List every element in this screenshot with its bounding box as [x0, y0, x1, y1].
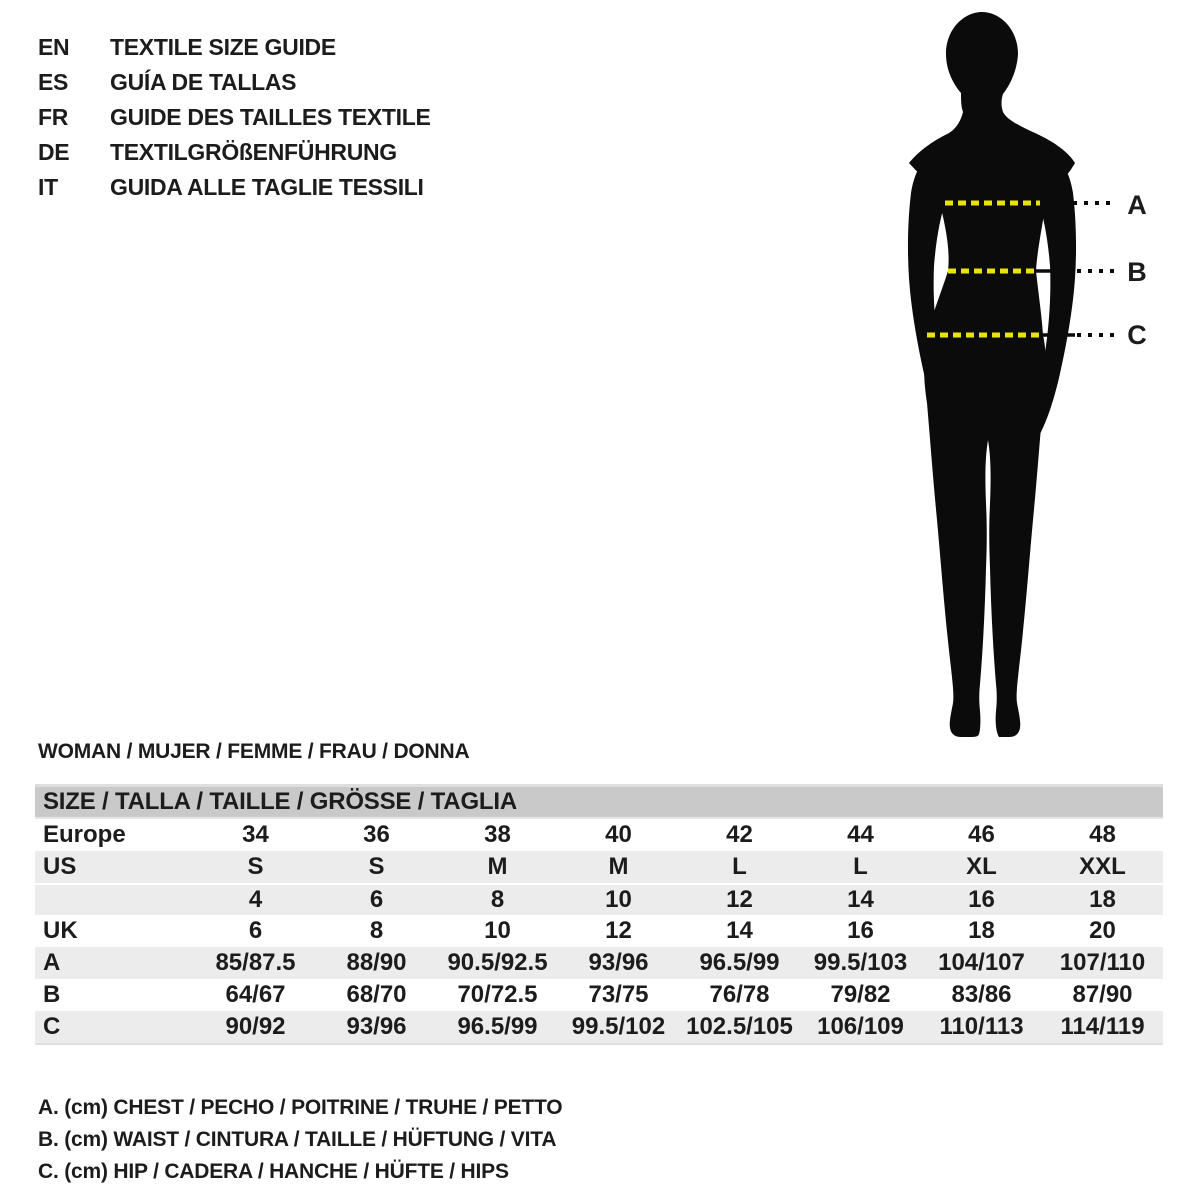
cell: 10	[605, 886, 632, 913]
cell: 96.5/99	[457, 1013, 538, 1040]
cell: 38	[484, 821, 511, 848]
lang-label: TEXTILGRÖßENFÜHRUNG	[110, 139, 397, 165]
table-row-uk	[35, 915, 1163, 947]
row-label: B	[43, 981, 61, 1008]
measure-notes	[38, 1092, 562, 1188]
cell: 102.5/105	[686, 1013, 793, 1040]
cell: 88/90	[346, 949, 407, 976]
lang-code: DE	[38, 139, 70, 165]
lang-code: EN	[38, 34, 70, 60]
cell: 46	[968, 821, 995, 848]
table-row-waist-b	[35, 979, 1163, 1011]
row-label: C	[43, 1013, 61, 1040]
table-row-us-number	[35, 883, 1163, 915]
cell: 44	[847, 821, 874, 848]
cell: 4	[248, 886, 263, 913]
cell: 20	[1089, 917, 1116, 944]
table-row-us-letter	[35, 851, 1163, 883]
cell: 90.5/92.5	[447, 949, 548, 976]
lang-label: TEXTILE SIZE GUIDE	[110, 34, 336, 60]
lang-row-it	[38, 170, 431, 205]
cell: 14	[847, 886, 874, 913]
cell: 90/92	[225, 1013, 286, 1040]
table-row-europe	[35, 819, 1163, 851]
cell: M	[608, 853, 629, 880]
cell: 40	[605, 821, 632, 848]
lang-code: IT	[38, 174, 58, 200]
row-label: Europe	[43, 821, 126, 848]
cell: L	[853, 853, 868, 880]
lang-label: GUÍA DE TALLAS	[110, 69, 297, 95]
cell: 12	[605, 917, 632, 944]
cell: 8	[369, 917, 384, 944]
row-label: A	[43, 949, 61, 976]
cell: 73/75	[588, 981, 649, 1008]
cell: 96.5/99	[699, 949, 780, 976]
cell: 114/119	[1060, 1013, 1145, 1040]
cell: 64/67	[225, 981, 286, 1008]
marker-label-a: A	[1127, 190, 1147, 220]
lang-label: GUIDA ALLE TAGLIE TESSILI	[110, 174, 424, 200]
cell: 18	[968, 917, 995, 944]
cell: 93/96	[588, 949, 649, 976]
cell: 87/90	[1072, 981, 1133, 1008]
cell: S	[368, 853, 385, 880]
woman-silhouette-svg	[895, 8, 1155, 738]
row-label: US	[43, 853, 77, 880]
section-title-woman: WOMAN / MUJER / FEMME / FRAU / DONNA	[38, 740, 470, 763]
lang-row-en	[38, 30, 431, 65]
cell: 42	[726, 821, 753, 848]
cell: 106/109	[817, 1013, 904, 1040]
table-row-chest-a	[35, 947, 1163, 979]
cell: XXL	[1079, 853, 1126, 880]
cell: 12	[726, 886, 753, 913]
cell: 83/86	[951, 981, 1012, 1008]
cell: 36	[363, 821, 390, 848]
cell: M	[487, 853, 508, 880]
cell: 110/113	[939, 1013, 1024, 1040]
cell: 34	[242, 821, 269, 848]
cell: 16	[968, 886, 995, 913]
marker-label-b: B	[1127, 257, 1147, 287]
note-hip: C. (cm) HIP / CADERA / HANCHE / HÜFTE / HIPS	[38, 1160, 509, 1183]
size-table	[35, 784, 1163, 1045]
cell: 104/107	[938, 949, 1025, 976]
lang-code: ES	[38, 69, 69, 95]
cell: 68/70	[346, 981, 407, 1008]
cell: 6	[369, 886, 384, 913]
woman-figure	[895, 8, 1155, 738]
cell: 99.5/102	[571, 1013, 666, 1040]
marker-label-c: C	[1127, 320, 1147, 350]
size-table-header: SIZE / TALLA / TAILLE / GRÖSSE / TAGLIA	[35, 784, 1163, 819]
language-guide-list	[38, 30, 431, 205]
cell: 10	[484, 917, 511, 944]
cell: 6	[248, 917, 263, 944]
table-row-hip-c	[35, 1011, 1163, 1045]
cell: 107/110	[1059, 949, 1146, 976]
lang-label: GUIDE DES TAILLES TEXTILE	[110, 104, 431, 130]
cell: L	[732, 853, 747, 880]
lang-row-es	[38, 65, 431, 100]
cell: 14	[726, 917, 753, 944]
lang-row-fr	[38, 100, 431, 135]
note-chest: A. (cm) CHEST / PECHO / POITRINE / TRUHE / PETTO	[38, 1096, 563, 1119]
cell: 85/87.5	[215, 949, 296, 976]
cell: 48	[1089, 821, 1116, 848]
lang-row-de	[38, 135, 431, 170]
cell: XL	[966, 853, 997, 880]
cell: 76/78	[709, 981, 770, 1008]
note-waist: B. (cm) WAIST / CINTURA / TAILLE / HÜFTUNG / VITA	[38, 1128, 557, 1151]
cell: 18	[1089, 886, 1116, 913]
cell: 70/72.5	[457, 981, 538, 1008]
cell: 8	[490, 886, 505, 913]
row-label: UK	[43, 917, 78, 944]
cell: 16	[847, 917, 874, 944]
cell: S	[247, 853, 264, 880]
cell: 79/82	[830, 981, 891, 1008]
cell: 99.5/103	[813, 949, 908, 976]
cell: 93/96	[346, 1013, 407, 1040]
lang-code: FR	[38, 104, 69, 130]
